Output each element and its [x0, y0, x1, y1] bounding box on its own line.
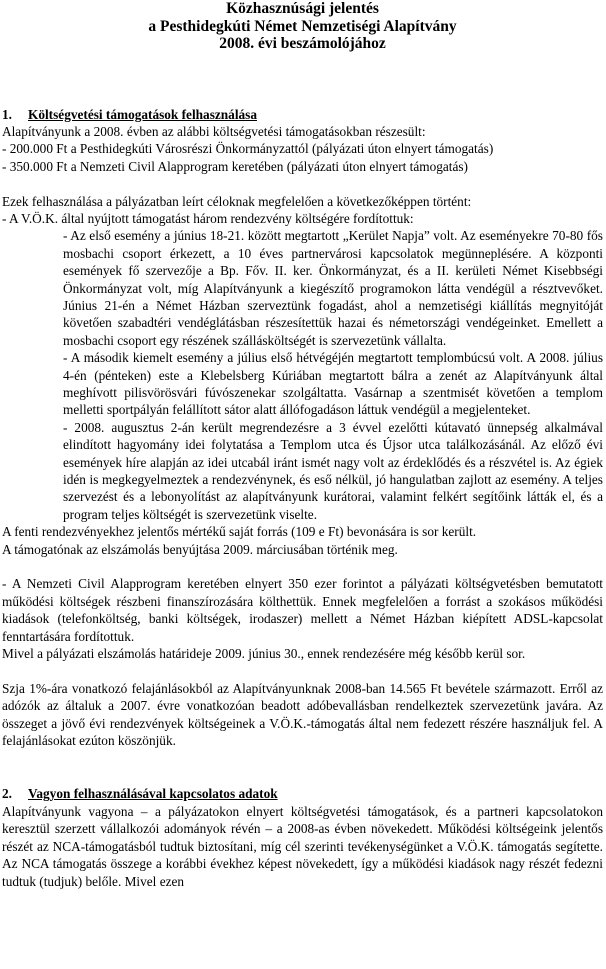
settlement-line: A támogatónak az elszámolás benyújtása 2009. márciusában történik meg.	[2, 541, 398, 557]
usage-intro: Ezek felhasználása a pályázatban leírt céloknak megfelelően a következőképpen történt:	[2, 193, 472, 209]
title-line-2: a Pesthidegkúti Német Nemzetiségi Alapítvány	[148, 17, 457, 35]
title-line-1: Közhasznúsági jelentés	[226, 0, 379, 17]
nca-paragraph: - A Nemzeti Civil Alapprogram keretében elnyert 350 ezer forintot a pályázati költségvetésben bemutatott működési költségek részbeni finanszírozására költhettük. Ennek megfelelően a forrást a szokásos működési kiadások (telefonköltség, banki költségek, irodaszer) mellett a Német Házban kiépített ADSL-kapcsolat fenntartására fordítottuk.	[2, 576, 603, 644]
section-1-number: 1.	[2, 106, 12, 122]
event-1-paragraph: - Az első esemény a június 18-21. között megtartott „Kerület Napja” volt. Az eseményekre 70-80 fős mosbachi csoport érkezett, a 10 éves partnervárosi kapcsolatok megünneplésére. A központi események fő szervezője a Bp. Főv. II. ker. Önkormányzat, és a II. kerületi Német Kisebbségi Önkormányzat volt, míg Alapítványunk a kiegészítő programokon látta vendégül a résztvevőket. Június 21-én a Német Házban szerveztünk fogadást, ahol a nemzetiségi kiállítás megnyitóját követően szabadtéri vendéglátásban részesítettük hazai és németországi vendégeinket. Emellett a mosbachi csoport egy részének szállásköltségét is szervezetünk vállalta.	[63, 228, 603, 348]
section-1-heading	[2, 106, 603, 123]
section-2-paragraph: Alapítványunk vagyona – a pályázatokon elnyert költségvetési támogatások, és a partneri kapcsolatokon keresztül szerzett vállalkozói adományok révén – a 2008-as évben növekedett. Működési költségeink jelentős részét az NCA-támogatásból tudtuk biztosítani, míg cél szerinti tevékenységünket a V.Ö.K. támogatás segítette. Az NCA támogatás összege a korábbi évekhez képest növekedett, így a működési kiadások nagy részét fedezni tudtuk (tudjuk) belőle. Mivel ezen	[2, 803, 603, 889]
section-2-heading	[2, 785, 603, 802]
section-2-number: 2.	[2, 786, 12, 802]
support-item-1: - 200.000 Ft a Pesthidegkúti Városrészi Önkormányzattól (pályázati úton elnyert támogatás)	[2, 141, 494, 157]
one-percent-paragraph: Szja 1%-ára vonatkozó felajánlásokból az Alapítványunknak 2008-ban 14.565 Ft bevétele származott. Erről az adózók az általuk a 2007. évre vonatkozóan beadott adóbevallásban rendelkeztek szervezetünk javára. Az összeget a jövő évi rendezvények költségeinek a V.Ö.K.-támogatás által nem fedezett részére használjuk fel. A felajánlásokat ezúton köszönjük.	[2, 680, 603, 749]
section-1-intro: Alapítványunk a 2008. évben az alábbi költségvetési támogatásokban részesült:	[2, 123, 426, 139]
section-1-title: Költségvetési támogatások felhasználása	[28, 106, 257, 122]
document-title	[2, 0, 603, 53]
event-2-paragraph: - A második kiemelt esemény a július első hétvégéjén megtartott templombúcsú volt. A 2008. július 4-én (pénteken) este a Klebelsberg Kúriában megtartott bálra a zenét az Alapítványunk által meghívott pilisvörösvári fúvószenekar szolgáltatta. Vasárnap a szentmisét követően a templom melletti sportpályán felállított sátor alatt állófogadáson láttuk vendégül a megjelenteket.	[63, 350, 603, 418]
support-item-2: - 350.000 Ft a Nemzeti Civil Alapprogram keretében (pályázati úton elnyert támogatás)	[2, 158, 468, 174]
vok-support-line: - A V.Ö.K. által nyújtott támogatást három rendezvény költségére fordítottuk:	[2, 210, 414, 226]
event-3-paragraph: - 2008. augusztus 2-án került megrendezésre a 3 évvel ezelőtti kútavató ünnepség alkalmával elindított hagyomány idei folytatása a Templom utca és Újsor utca találkozásánál. Az előző évi események híre alapján az idei utcabál iránt ismét nagy volt az érdeklődés és a részvétel is. Az égiek idén is megkegyelmeztek a rendezvénynek, és eső nélkül, jó hangulatban zajlott az esemény. A teljes szervezést és a lebonyolítást az alapítványunk kurátorai, valamint felkért segítőink látták el, és a program teljes költségét is szervezetünk viselte.	[63, 419, 603, 522]
title-line-3: 2008. évi beszámolójához	[219, 35, 386, 52]
section-2-title: Vagyon felhasználásával kapcsolatos adatok	[28, 786, 278, 802]
nca-deadline-line: Mivel a pályázati elszámolás határideje 2009. június 30., ennek rendezésére még később kerül sor.	[2, 646, 526, 662]
own-source-line: A fenti rendezvényekhez jelentős mértékű saját forrás (109 e Ft) bevonására is sor került.	[2, 524, 477, 540]
